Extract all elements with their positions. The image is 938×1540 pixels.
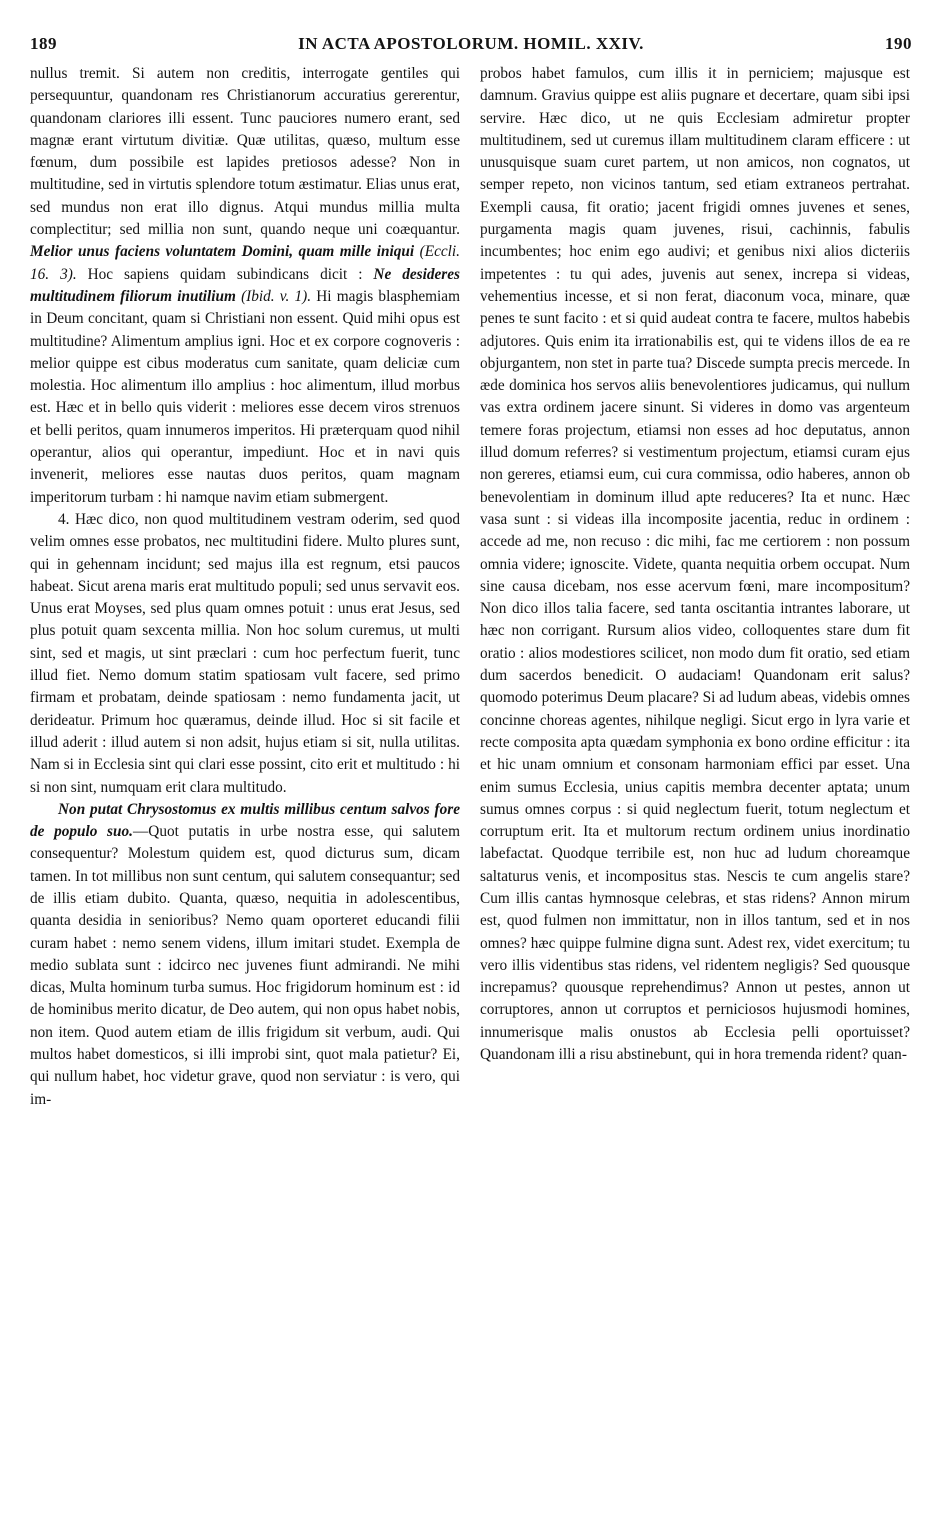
paragraph-section-4: 4. Hæc dico, non quod multitudinem vestram oderim, sed quod velim omnes esse probatos, nec multitudini fidere. Multo plures sunt, qui in gehennam incidunt; sed majus illa est regnum, etsi paucos habeat. Sicut arena maris erat multitudo populi; sed unus servavit eos. Unus erat Moyses, sed plus quam omnes potuit : unus erat Jesus, sed plus potuit quam sexcenta millia. Non hoc solum curemus, ut multi sint, sed et magis, ut sint præclari : cum hoc perfectum fuerit, tunc illud fiet. Nemo domum statim spatiosam vult facere, sed primo firmam et probatam, deinde spatiosam : nemo fundamenta jacit, ut derideatur. Primum hoc quæramus, deinde illud. Hoc si sit facile et illud aderit : illud autem si non adsit, hujus etiam si sit, nulla utilitas. Nam si in Ecclesia sint qui clari esse possint, cito erit et multitudo : hi si non sint, numquam erit clara multitudo. <box>30 510 460 796</box>
page-number-left: 189 <box>30 34 57 53</box>
citation: (Eccli. 16. 3). <box>30 243 460 283</box>
left-column <box>30 63 460 1111</box>
scripture-quote: Melior unus faciens voluntatem Domini, quam mille iniqui <box>30 243 415 261</box>
running-header <box>30 34 912 58</box>
text-span: Hi magis blasphemiam in Deum concitant, quam si Christiani non essent. Quid mihi opus est multitudine? Alimentum amplius igni. Hoc et ex corpore cognoveris : melior quippe est cibus moderatus cum sanitate, quam deliciæ cum molestia. Hoc alimentum illo amplius : hoc alimentum, illud morbus est. Hæc et in bello quis viderit : meliores esse decem viros strenuos et belli peritos, quam innumeros imperitos. Hi præterquam quod nihil operantur, alios qui operantur, impediunt. Hoc et in navi quis invenerit, meliores esse nautas duos peritos, quam magnam imperitorum turbam : hi namque navim etiam submergent. <box>30 287 460 506</box>
paragraph-rubric <box>30 799 460 1111</box>
running-title: IN ACTA APOSTOLORUM. HOMIL. XXIV. <box>298 34 644 53</box>
scripture-quote: Ne desideres multitudinem filiorum inutilium <box>30 265 460 305</box>
page-number-right: 190 <box>885 34 912 53</box>
paragraph-continuation <box>30 63 460 509</box>
text-span: Hoc sapiens quidam subindicans dicit : <box>87 265 374 283</box>
citation: (Ibid. v. 1). <box>235 287 317 305</box>
right-column <box>480 63 910 1066</box>
paragraph-right: probos habet famulos, cum illis it in perniciem; majusque est damnum. Gravius quippe est aliis pugnare et decertare, quam sibi ipsi servire. Hæc dico, ut ne quis Ecclesiam admiretur propter multitudinem, sed ut curemus illam multitudinem claram efficere : ut unusquisque suam curet partem, ut non amicos, non cognatos, ut semper repeto, non vicinos tantum, sed etiam extraneos pertrahat. Exempli causa, fit oratio; jacent frigidi omnes juvenes et senes, purgamenta magis quam juvenes, risui, cachinnis, fabulis incumbentes; hoc enim ego audivi; et genibus nixi alios dicteriis impetentes : tu qui ades, juvenis aut senex, increpa si videas, vehementius incesse, et si non ferat, diaconum voca, minare, quæ penes te sunt facito : et si quid audeat contra te facere, multos habebis adjutores. Quis enim ita irrationabilis est, qui te videns illos de ea re objurgantem, non stet in parte tua? Discede sumpta precis mercede. In æde dominica hos servos aliis benevolentiores judicamus, qui nullum vas extra ordinem jacere sinunt. Si videres in domo vas argenteum temere foras projectum, etiamsi non esses ad hoc deputatus, annon illud domum referres? si vestimentum projectum, etiamsi curam ejus non gereres, etiamsi eum, cui cura commissa, odio haberes, annon ob benevolentiam in dominum illud apte reduceres? Ita et nunc. Hæc vasa sunt : si videas illa incomposite jacentia, reduc in ordinem : accede ad me, non recuso : dic mihi, fac me certiorem : non possum omnia videre; ignoscite. Videte, quanta nequitia orbem occupat. Num sine causa dicebam, nos esse acervum fœni, mare incompositum? Non dico illos talia facere, sed tanta oscitantia intrantes laborare, ut hæc non corrigant. Rursum alios video, colloquentes stare dum fit oratio : alios modestiores scilicet, non modo dum fit oratio, sed etiam dum sacerdos benedicit. O audaciam! Quandonam erit salus? quomodo poterimus Deum placare? Si ad ludum abeas, videbis omnes concinne choreas agentes, nihilque negligi. Sicut ergo in lyra varie et recte composita apta quædam symphonia ex bono ordine efficitur : ita et hic unam omnium et consonam harmoniam effici par esset. Una enim sumus Ecclesia, unius capitis membra decenter aptata; unum sumus omnes corpus : si quid neglectum fuerit, totum neglectum et corruptum erit. Ita et multorum rectum ordinem unius inordinatio labefactat. Quodque terribile est, non huc ad ludum choreamque saltaturus venis, et incompositus stas. Nescis te cum angelis stare? Cum illis cantas hymnosque celebras, et stas ridens? Annon mirum est, quod fulmen non immittatur, non in illos tantum, sed et in nos omnes? hæc quippe fulmine digna sunt. Adest rex, videt exercitum; tu vero illis videntibus stas ridens, vel ridentem negligis? Sed quousque increpamus? quousque reprehendimus? Annon ut pestes, annon ut corruptores, annon ut corruptos et perniciosos hujusmodi homines, innumerisque malis onustos ab Ecclesia pelli oportuisset? Quandonam illi a risu abstinebunt, qui in hora tremenda rident? quan- <box>480 65 910 1064</box>
text-span: nullus tremit. Si autem non creditis, interrogate gentiles qui persequuntur, quandonam res Christianorum accuratius gererentur, quandonam clariores illi essent. Tunc pauciores numero erant, sed magnæ erant virtutum divitiæ. Quæ utilitas, quæso, multum esse fœnum, dum possibile est lapides pretiosos adesse? Non in multitudine, sed in virtutis splendore totum æstimatur. Elias unus erat, sed mundus non erat illo dignus. Atqui mundus millia multa complectitur; sed millia non sunt, quando neque uni coæquantur. <box>30 65 460 239</box>
text-span: —Quot putatis in urbe nostra esse, qui salutem consequentur? Molestum quidem est, quod dicturus sum, dicam tamen. In tot millibus non sunt centum, qui salutem consequantur; sed de illis etiam dubito. Quanta, quæso, nequitia in adolescentibus, quanta desidia in senioribus? Nemo quam oporteret educandi filii curam habet : nemo senem videns, illum imitari studet. Exempla de medio sublata sunt : idcirco nec juvenes fiunt admirandi. Ne mihi dicas, Multa hominum turba sumus. Hoc frigidorum hominum est : id de hominibus merito dicatur, de Deo autem, qui non opus habet nobis, non item. Quod autem etiam de illis frigidum sit verbum, audi. Qui multos habet domesticos, si illi improbi sint, quot mala patietur? Ei, qui nullum habet, hoc videtur grave, quod non serviatur : is vero, qui im- <box>30 823 460 1108</box>
rubric-heading: Non putat Chrysostomus ex multis millibus centum salvos fore de populo suo. <box>30 800 460 841</box>
